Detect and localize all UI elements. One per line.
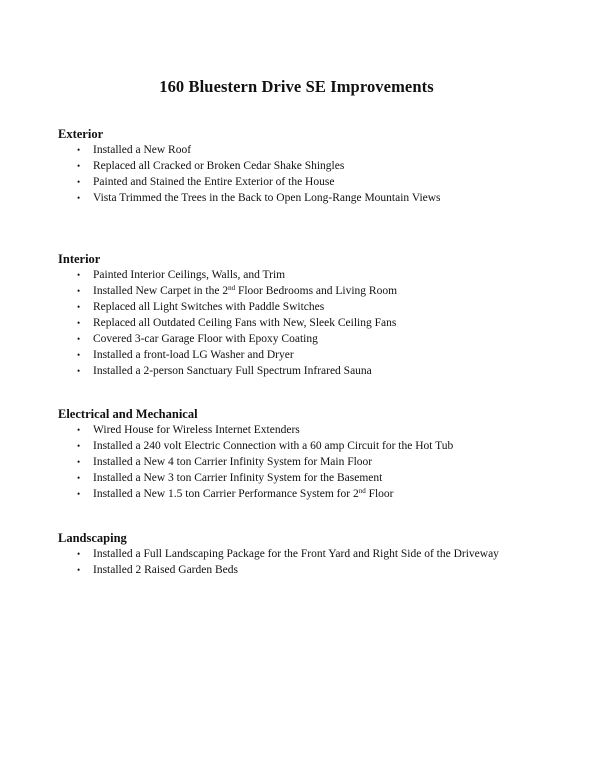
list-item <box>58 142 578 158</box>
bullet-icon: • <box>77 473 81 483</box>
item-text-pre: Installed a New 1.5 ton Carrier Performance System for 2 <box>93 488 359 500</box>
list-item <box>58 283 578 299</box>
item-text: Installed a Full Landscaping Package for the Front Yard and Right Side of the Driveway <box>93 548 499 560</box>
item-text: Installed a New 3 ton Carrier Infinity System for the Basement <box>93 472 383 484</box>
bullet-icon: • <box>77 302 81 312</box>
item-text: Installed 2 Raised Garden Beds <box>93 564 238 576</box>
item-text: Replaced all Outdated Ceiling Fans with New, Sleek Ceiling Fans <box>93 317 397 329</box>
list-item <box>58 190 578 206</box>
list-item <box>58 470 578 486</box>
bullet-icon: • <box>77 145 81 155</box>
bullet-icon: • <box>77 441 81 451</box>
item-text: Vista Trimmed the Trees in the Back to Open Long-Range Mountain Views <box>93 192 441 204</box>
item-text: Replaced all Light Switches with Paddle Switches <box>93 301 325 313</box>
section-electrical-mechanical <box>58 406 578 502</box>
item-text-pre: Installed New Carpet in the 2 <box>93 285 229 297</box>
list-item <box>58 267 578 283</box>
bullet-list <box>58 267 578 379</box>
item-text: Installed a New Roof <box>93 144 192 156</box>
list-item <box>58 486 578 502</box>
list-item <box>58 347 578 363</box>
bullet-icon: • <box>77 366 81 376</box>
ordinal-suffix: nd <box>358 487 366 495</box>
list-item <box>58 174 578 190</box>
list-item <box>58 454 578 470</box>
bullet-icon: • <box>77 457 81 467</box>
list-item <box>58 315 578 331</box>
item-text: Wired House for Wireless Internet Extenders <box>93 424 300 436</box>
list-item <box>58 158 578 174</box>
ordinal-suffix: nd <box>228 284 236 292</box>
item-text-post: Floor Bedrooms and Living Room <box>235 285 398 297</box>
item-text: Installed a front-load LG Washer and Dryer <box>93 349 294 361</box>
item-text-post: Floor <box>365 488 394 500</box>
bullet-icon: • <box>77 177 81 187</box>
item-text: Installed a 2-person Sanctuary Full Spectrum Infrared Sauna <box>93 365 372 377</box>
section-landscaping <box>58 530 578 578</box>
section-exterior <box>58 126 578 206</box>
bullet-list <box>58 546 578 578</box>
item-text: Painted and Stained the Entire Exterior of the House <box>93 176 335 188</box>
list-item <box>58 422 578 438</box>
item-text: Painted Interior Ceilings, Walls, and Trim <box>93 269 286 281</box>
section-heading: Landscaping <box>58 531 127 545</box>
bullet-icon: • <box>77 161 81 171</box>
section-heading: Electrical and Mechanical <box>58 407 198 421</box>
list-item <box>58 299 578 315</box>
bullet-list <box>58 142 578 206</box>
bullet-icon: • <box>77 350 81 360</box>
bullet-icon: • <box>77 549 81 559</box>
section-interior <box>58 251 578 379</box>
list-item <box>58 438 578 454</box>
list-item <box>58 363 578 379</box>
document-title: 160 Bluestern Drive SE Improvements <box>159 77 434 96</box>
bullet-icon: • <box>77 286 81 296</box>
bullet-icon: • <box>77 565 81 575</box>
item-text: Covered 3-car Garage Floor with Epoxy Coating <box>93 333 318 345</box>
bullet-icon: • <box>77 270 81 280</box>
bullet-icon: • <box>77 193 81 203</box>
section-heading: Exterior <box>58 127 104 141</box>
section-heading: Interior <box>58 252 101 266</box>
item-text: Replaced all Cracked or Broken Cedar Shake Shingles <box>93 160 345 172</box>
list-item <box>58 546 578 562</box>
list-item <box>58 331 578 347</box>
item-text: Installed a 240 volt Electric Connection with a 60 amp Circuit for the Hot Tub <box>93 440 454 452</box>
bullet-icon: • <box>77 334 81 344</box>
list-item <box>58 562 578 578</box>
bullet-icon: • <box>77 425 81 435</box>
bullet-icon: • <box>77 318 81 328</box>
bullet-list <box>58 422 578 502</box>
bullet-icon: • <box>77 489 81 499</box>
item-text: Installed a New 4 ton Carrier Infinity System for Main Floor <box>93 456 373 468</box>
